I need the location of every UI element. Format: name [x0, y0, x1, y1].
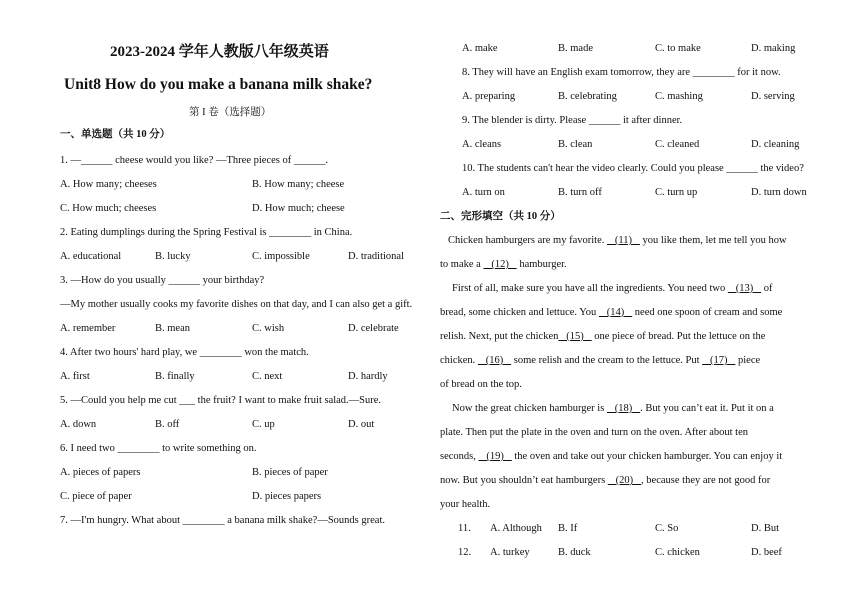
blank-14: (14): [598, 307, 633, 318]
question-3-option-d[interactable]: D. celebrate: [348, 323, 399, 334]
question-2-stem: 2. Eating dumplings during the Spring Festival is ________ in China.: [60, 227, 353, 238]
question-1-option-d[interactable]: D. How much; cheese: [252, 203, 345, 214]
page-title: 2023-2024 学年人教版八年级英语: [110, 44, 329, 60]
question-4-stem: 4. After two hours' hard play, we ________ won the match.: [60, 347, 309, 358]
passage-line-12: your health.: [440, 499, 491, 510]
question-8-option-c[interactable]: C. mashing: [655, 91, 703, 102]
blank-15: (15): [558, 331, 592, 342]
question-5-option-d[interactable]: D. out: [348, 419, 375, 430]
question-8-option-a[interactable]: A. preparing: [462, 91, 516, 102]
passage-line-11: now. But you shouldn’t eat hamburgers (20) , because they are not good for: [440, 475, 771, 486]
question-5-option-a[interactable]: A. down: [60, 419, 97, 430]
question-9-option-a[interactable]: A. cleans: [462, 139, 502, 150]
passage-line-1: Chicken hamburgers are my favorite. (11) you like them, let me tell you how: [448, 235, 787, 246]
question-6-option-c[interactable]: C. piece of paper: [60, 491, 132, 502]
question-10-option-c[interactable]: C. turn up: [655, 187, 698, 198]
section-heading-single-choice: 一、单选题（共 10 分）: [60, 129, 171, 140]
passage-line-5: relish. Next, put the chicken (15) one piece of bread. Put the lettuce on the: [440, 331, 766, 342]
question-11-option-a[interactable]: A. Although: [490, 523, 542, 534]
passage-line-6: chicken. (16) some relish and the cream to the lettuce. Put (17) piece: [440, 355, 761, 366]
question-6-option-d[interactable]: D. pieces papers: [252, 491, 322, 502]
question-2-option-c[interactable]: C. impossible: [252, 251, 310, 262]
question-8-option-d[interactable]: D. serving: [751, 91, 795, 102]
question-8-stem: 8. They will have an English exam tomorrow, they are ________ for it now.: [462, 67, 781, 78]
question-9-option-b[interactable]: B. clean: [558, 139, 593, 150]
question-12-option-b[interactable]: B. duck: [558, 547, 591, 558]
question-3-stem: 3. —How do you usually ______ your birthday?: [60, 275, 265, 286]
question-10-option-b[interactable]: B. turn off: [558, 187, 602, 198]
question-12-option-d[interactable]: D. beef: [751, 547, 782, 558]
question-10-option-d[interactable]: D. turn down: [751, 187, 807, 198]
blank-11: (11): [607, 235, 640, 246]
question-12-option-a[interactable]: A. turkey: [490, 547, 530, 558]
blank-12: (12): [483, 259, 517, 270]
question-5-option-c[interactable]: C. up: [252, 419, 275, 430]
passage-line-7: of bread on the top.: [440, 379, 522, 390]
question-1-option-b[interactable]: B. How many; cheese: [252, 179, 345, 190]
question-3-stem-reply: —My mother usually cooks my favorite dishes on that day, and I can also get a gift.: [60, 299, 413, 310]
question-11-option-c[interactable]: C. So: [655, 523, 679, 534]
question-5-option-b[interactable]: B. off: [155, 419, 180, 430]
question-11-option-d[interactable]: D. But: [751, 523, 780, 534]
question-1-stem: 1. —______ cheese would you like? —Three pieces of ______.: [60, 155, 328, 166]
blank-17: (17): [702, 355, 736, 366]
question-7-stem: 7. —I'm hungry. What about ________ a banana milk shake?—Sounds great.: [60, 515, 385, 526]
question-6-option-b[interactable]: B. pieces of paper: [252, 467, 328, 478]
question-7-option-a[interactable]: A. make: [462, 43, 498, 54]
question-10-option-a[interactable]: A. turn on: [462, 187, 505, 198]
passage-line-8: Now the great chicken hamburger is (18) . But you can’t eat it. Put it on a: [452, 403, 774, 414]
question-7-option-d[interactable]: D. making: [751, 43, 796, 54]
question-7-option-b[interactable]: B. made: [558, 43, 593, 54]
question-12-number: 12.: [458, 547, 472, 558]
passage-line-9: plate. Then put the plate in the oven and turn on the oven. After about ten: [440, 427, 749, 438]
passage-line-10: seconds, (19) the oven and take out your chicken hamburger. You can enjoy it: [440, 451, 783, 462]
question-10-stem: 10. The students can't hear the video clearly. Could you please ______ the video?: [462, 163, 804, 174]
passage-line-2: to make a (12) hamburger.: [440, 259, 567, 270]
blank-18: (18): [606, 403, 641, 414]
question-9-option-c[interactable]: C. cleaned: [655, 139, 700, 150]
blank-20: (20): [607, 475, 642, 486]
unit-subtitle: Unit8 How do you make a banana milk shake?: [64, 76, 373, 93]
question-4-option-b[interactable]: B. finally: [155, 371, 195, 382]
question-4-option-a[interactable]: A. first: [60, 371, 90, 382]
question-9-option-d[interactable]: D. cleaning: [751, 139, 800, 150]
passage-line-4: bread, some chicken and lettuce. You (14) need one spoon of cream and some: [440, 307, 783, 318]
question-4-option-c[interactable]: C. next: [252, 371, 283, 382]
question-12-option-c[interactable]: C. chicken: [655, 547, 700, 558]
question-11-number: 11.: [458, 523, 471, 534]
question-1-option-c[interactable]: C. How much; cheeses: [60, 203, 157, 214]
blank-19: (19): [478, 451, 512, 462]
blank-16: (16): [477, 355, 512, 366]
question-6-stem: 6. I need two ________ to write something on.: [60, 443, 257, 454]
question-7-option-c[interactable]: C. to make: [655, 43, 701, 54]
question-2-option-a[interactable]: A. educational: [60, 251, 122, 262]
question-4-option-d[interactable]: D. hardly: [348, 371, 388, 382]
part-heading: 第 I 卷（选择题）: [189, 107, 272, 118]
passage-line-3: First of all, make sure you have all the ingredients. You need two (13) of: [452, 283, 773, 294]
question-8-option-b[interactable]: B. celebrating: [558, 91, 617, 102]
question-6-option-a[interactable]: A. pieces of papers: [60, 467, 141, 478]
question-11-option-b[interactable]: B. If: [558, 523, 578, 534]
section-heading-cloze: 二、完形填空（共 10 分）: [440, 211, 561, 222]
question-1-option-a[interactable]: A. How many; cheeses: [60, 179, 157, 190]
blank-13: (13): [727, 283, 762, 294]
question-3-option-c[interactable]: C. wish: [252, 323, 285, 334]
question-3-option-a[interactable]: A. remember: [60, 323, 116, 334]
question-2-option-d[interactable]: D. traditional: [348, 251, 404, 262]
question-3-option-b[interactable]: B. mean: [155, 323, 190, 334]
question-9-stem: 9. The blender is dirty. Please ______ it after dinner.: [462, 115, 683, 126]
question-5-stem: 5. —Could you help me cut ___ the fruit? I want to make fruit salad.—Sure.: [60, 395, 382, 406]
question-2-option-b[interactable]: B. lucky: [155, 251, 191, 262]
